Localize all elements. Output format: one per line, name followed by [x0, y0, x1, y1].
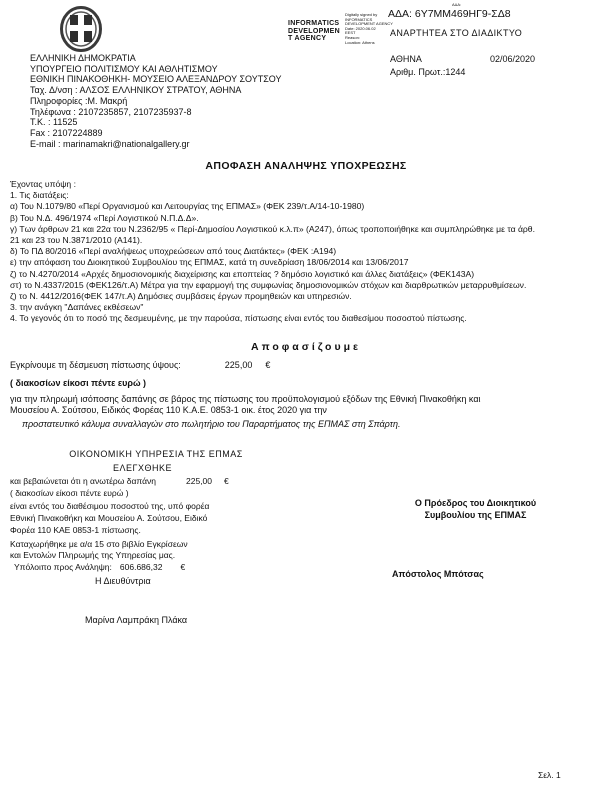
page-number: Σελ. 1	[538, 770, 561, 780]
preamble-line: 3. την ανάγκη "Δαπάνες εκθέσεων"	[10, 302, 144, 313]
preamble-line: ζ) το Ν. 4412/2016(ΦΕΚ 147/τ.Α) Δημόσιες συμβάσεις έργων προμηθειών και υπηρεσιών.	[10, 291, 352, 302]
checked-label: ΕΛΕΓΧΘΗΚΕ	[113, 463, 172, 473]
informatics-agency-stamp	[288, 20, 340, 43]
euro-symbol: €	[180, 562, 186, 572]
signature-detail-line: Digitally signed by	[345, 12, 378, 17]
ada-micro-label: ΑΔΑ:	[452, 2, 462, 7]
euro-symbol: €	[224, 476, 229, 486]
greek-coat-of-arms-logo	[60, 6, 102, 52]
letterhead	[30, 53, 282, 149]
approval-line	[10, 360, 270, 371]
approval-label: Εγκρίνουμε τη δέσμευση πίστωσης ύψους:	[10, 360, 181, 370]
decision-heading: Αποφασίζουμε	[251, 341, 361, 353]
balance-amount: 606.686,32	[119, 562, 163, 572]
letterhead-line: Τηλέφωνα : 2107235857, 2107235937-8	[30, 106, 192, 117]
preamble-line: 1. Τις διατάξεις:	[10, 190, 69, 201]
president-title-line: Συμβουλίου της ΕΠΜΑΣ	[424, 509, 527, 520]
verification-line	[10, 476, 229, 487]
signature-detail-line: Date: 2020.06.02	[345, 25, 376, 31]
finance-line: Εθνική Πινακοθήκη και Μουσείου Α. Σούτσου, Ειδικό	[10, 513, 208, 523]
verified-amount: 225,00	[186, 476, 213, 486]
signature-detail-line: EEST	[345, 30, 356, 36]
signature-detail-line: DEVELOPMENT AGENCY	[345, 21, 393, 27]
issue-city: ΑΘΗΝΑ	[390, 54, 422, 64]
protocol-number: Αριθμ. Πρωτ.:1244	[390, 67, 466, 77]
issue-date: 02/06/2020	[490, 54, 536, 64]
letterhead-email: E-mail : marinamakri@nationalgallery.gr	[30, 138, 190, 149]
purpose-description: προστατευτικό κάλυμα συναλλαγών στο πωλητήριο του Παραρτήματος της ΕΠΜΑΣ στη Σπάρτη.	[22, 419, 401, 429]
finance-line: Φορέα 110 ΚΑΕ 0853-1 πίστωσης.	[10, 525, 141, 535]
letterhead-line: ΕΛΛΗΝΙΚΗ ΔΗΜΟΚΡΑΤΙΑ	[30, 53, 136, 63]
letterhead-line: ΥΠΟΥΡΓΕΙΟ ΠΟΛΙΤΙΣΜΟΥ ΚΑΙ ΑΘΛΗΤΙΣΜΟΥ	[30, 63, 218, 74]
purpose-line: Μουσείου Α. Σούτσου, Ειδικός Φορέας 110 Κ.Α.Ε. 0853-1 οικ. έτος 2020 για την	[10, 405, 327, 415]
balance-label: Υπόλοιπο προς Ανάληψη:	[14, 562, 112, 572]
preamble-line: 21 και 23 του Ν.3871/2010 (Α141).	[10, 235, 143, 246]
preamble-line: γ) Των άρθρων 21 και 22α του Ν.2362/95 « Περί-Δημοσίου Λογιστικού κ.λ.π» (Α247), όπως τροποποιήθηκε και συμπληρώθηκε με τα άρθ.	[10, 223, 535, 234]
letterhead-line: Fax : 2107224889	[30, 127, 103, 138]
letterhead-line: ΕΘΝΙΚΗ ΠΙΝΑΚΟΘΗΚΗ- ΜΟΥΣΕΙΟ ΑΛΕΞΑΝΔΡΟΥ ΣΟΥΤΣΟΥ	[30, 74, 282, 85]
agency-stamp-line: T AGENCY	[288, 35, 327, 43]
balance-line	[14, 562, 185, 573]
preamble-line: α) Του Ν.1079/80 «Περί Οργανισμού και Λειτουργίας της ΕΠΜΑΣ» (ΦΕΚ 239/τ.Α/14-10-1980)	[10, 201, 365, 212]
president-name: Απόστολος Μπότσας	[392, 569, 484, 579]
preamble-line: β) Του Ν.Δ. 496/1974 «Περί Λογιστικού Ν.Π.Δ.Δ».	[10, 212, 199, 223]
digital-signature-details	[345, 13, 393, 45]
signature-detail-line: Location: Athens	[345, 39, 375, 45]
finance-service-heading: ΟΙΚΟΝΟΜΙΚΗ ΥΠΗΡΕΣΙΑ ΤΗΣ ΕΠΜΑΣ	[69, 449, 243, 459]
verification-label: και βεβαιώνεται ότι η ανωτέρω δαπάνη	[10, 476, 157, 486]
finance-amount-in-words: ( διακοσίων είκοσι πέντε ευρώ )	[10, 488, 129, 498]
president-title-line: Ο Πρόεδρος του Διοικητικού	[414, 498, 537, 508]
euro-symbol: €	[265, 360, 271, 370]
letterhead-line: Τ.Κ. : 11525	[30, 117, 78, 128]
ada-number: ΑΔΑ: 6Υ7ΜΜ469ΗΓ9-ΣΔ8	[388, 8, 511, 20]
president-signature-block	[383, 498, 568, 521]
amount-in-words: ( διακοσίων είκοσι πέντε ευρώ )	[10, 378, 147, 388]
agency-stamp-line: INFORMATICS	[288, 20, 340, 27]
agency-stamp-line: DEVELOPMEN	[288, 27, 341, 35]
approved-amount: 225,00	[224, 360, 253, 370]
letterhead-line: Πληροφορίες :Μ. Μακρή	[30, 95, 128, 106]
signature-detail-line: Reason:	[345, 34, 360, 40]
director-title: Η Διευθύντρια	[95, 576, 151, 586]
purpose-line: για την πληρωμή ισόποσης δαπάνης σε βάρος της πίστωσης του προϋπολογισμού εξόδων της Εθνική Πινακοθήκη και	[10, 394, 481, 404]
signature-detail-line: INFORMATICS	[345, 16, 373, 22]
preamble-line: Έχοντας υπόψη :	[10, 179, 76, 189]
preamble-section	[10, 179, 606, 325]
preamble-line: ζ) το Ν.4270/2014 «Αρχές δημοσιονομικής διαχείρισης και εποπτείας ? δημόσιο λογιστικό και άλλες διατάξεις» (ΦΕΚ143Α)	[10, 268, 475, 279]
preamble-line: δ) Το ΠΔ 80/2016 «Περί αναλήψεως υποχρεώσεων από τους Διατάκτες» (ΦΕΚ :Α194)	[10, 246, 337, 257]
preamble-line: στ) το Ν.4337/2015 (ΦΕΚ126/τ.Α) Μέτρα για την εφαρμογή της συμφωνίας δημοσιονομικών στόχων και διαρθρωτικών μεταρρυθμίσεων.	[10, 279, 527, 290]
document-title: ΑΠΟΦΑΣΗ ΑΝΑΛΗΨΗΣ ΥΠΟΧΡΕΩΣΗΣ	[205, 160, 407, 172]
publish-notice: ΑΝΑΡΤΗΤΕΑ ΣΤΟ ΔΙΑΔΙΚΤΥΟ	[390, 28, 523, 38]
preamble-line: ε) την απόφαση του Διοικητικού Συμβουλίου της ΕΠΜΑΣ, κατά τη συνεδρίαση 18/06/2014 και 13/06/2017	[10, 257, 409, 268]
finance-line: και Εντολών Πληρωμής της Υπηρεσίας μας.	[10, 550, 176, 560]
director-name: Μαρίνα Λαμπράκη Πλάκα	[85, 615, 188, 625]
finance-line: Καταχωρήθηκε με α/α 15 στο βιβλίο Εγκρίσεων	[10, 539, 188, 549]
finance-line: είναι εντός του διαθέσιμου ποσοστού της, υπό φορέα	[10, 501, 210, 511]
preamble-line: 4. Το γεγονός ότι το ποσό της δεσμευμένης, με την παρούσα, πίστωσης είναι εντός του διαθεσίμου ποσοστού πίστωσης.	[10, 313, 467, 324]
letterhead-line: Ταχ. Δ/νση : ΑΛΣΟΣ ΕΛΛΗΝΙΚΟΥ ΣΤΡΑΤΟΥ, ΑΘΗΝΑ	[30, 85, 242, 96]
